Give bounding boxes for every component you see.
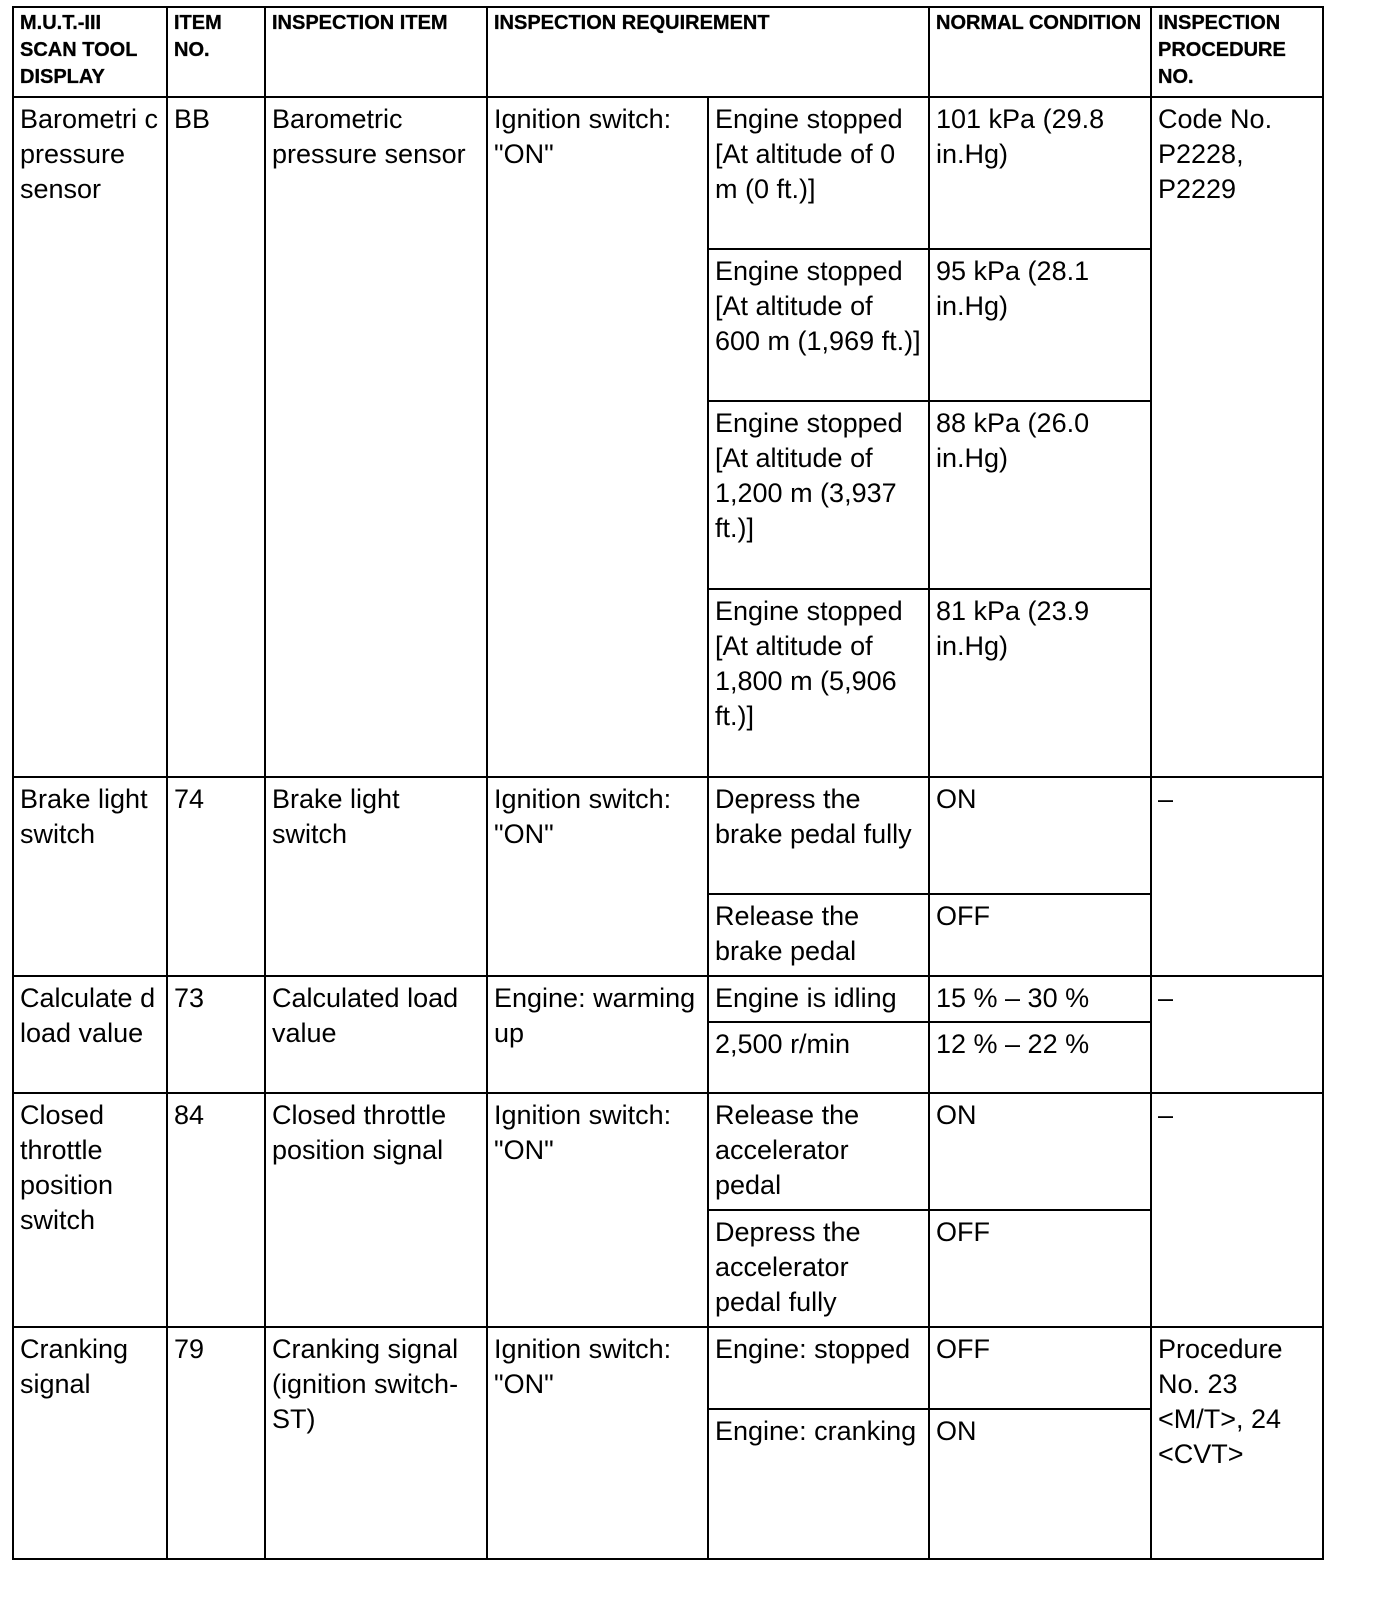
cell-item-no: BB	[167, 97, 265, 777]
cell-normal-condition: 88 kPa (26.0 in.Hg)	[929, 401, 1151, 589]
cell-requirement: Ignition switch: "ON"	[487, 1327, 708, 1559]
cell-normal-condition: ON	[929, 1409, 1151, 1559]
service-data-table	[12, 6, 1324, 1560]
inspection-table-sheet	[12, 6, 1324, 1560]
table-row	[13, 777, 1323, 894]
header-procedure-no: INSPECTION PROCEDURE NO.	[1151, 7, 1323, 97]
cell-normal-condition: 101 kPa (29.8 in.Hg)	[929, 97, 1151, 249]
header-inspection-item: INSPECTION ITEM	[265, 7, 487, 97]
cell-normal-condition: 95 kPa (28.1 in.Hg)	[929, 249, 1151, 401]
cell-normal-condition: 81 kPa (23.9 in.Hg)	[929, 589, 1151, 777]
table-row	[13, 1093, 1323, 1210]
cell-condition: Engine stopped [At altitude of 1,800 m (5,906 ft.)]	[708, 589, 929, 777]
cell-inspection-item: Calculated load value	[265, 976, 487, 1093]
cell-item-no: 79	[167, 1327, 265, 1559]
cell-normal-condition: OFF	[929, 1210, 1151, 1327]
cell-requirement: Ignition switch: "ON"	[487, 97, 708, 777]
cell-requirement: Engine: warming up	[487, 976, 708, 1093]
header-row	[13, 7, 1323, 97]
cell-condition: Engine stopped [At altitude of 600 m (1,969 ft.)]	[708, 249, 929, 401]
cell-condition: Depress the accelerator pedal fully	[708, 1210, 929, 1327]
cell-condition: Engine is idling	[708, 976, 929, 1022]
cell-normal-condition: ON	[929, 777, 1151, 894]
cell-procedure-no: –	[1151, 976, 1323, 1093]
cell-requirement: Ignition switch: "ON"	[487, 777, 708, 976]
cell-procedure-no: Procedure No. 23 <M/T>, 24 <CVT>	[1151, 1327, 1323, 1559]
cell-scan-tool-display: Cranking signal	[13, 1327, 167, 1559]
cell-condition: Release the accelerator pedal	[708, 1093, 929, 1210]
cell-inspection-item: Closed throttle position signal	[265, 1093, 487, 1327]
header-inspection-requirement: INSPECTION REQUIREMENT	[487, 7, 929, 97]
cell-requirement: Ignition switch: "ON"	[487, 1093, 708, 1327]
cell-scan-tool-display: Brake light switch	[13, 777, 167, 976]
cell-condition: Engine stopped [At altitude of 0 m (0 ft.)]	[708, 97, 929, 249]
cell-scan-tool-display: Closed throttle position switch	[13, 1093, 167, 1327]
cell-scan-tool-display: Barometri c pressure sensor	[13, 97, 167, 777]
cell-normal-condition: ON	[929, 1093, 1151, 1210]
cell-item-no: 73	[167, 976, 265, 1093]
cell-procedure-no: Code No. P2228, P2229	[1151, 97, 1323, 777]
cell-inspection-item: Brake light switch	[265, 777, 487, 976]
cell-item-no: 74	[167, 777, 265, 976]
cell-inspection-item: Barometric pressure sensor	[265, 97, 487, 777]
cell-inspection-item: Cranking signal (ignition switch-ST)	[265, 1327, 487, 1559]
header-scan-tool-display: M.U.T.-III SCAN TOOL DISPLAY	[13, 7, 167, 97]
cell-condition: Engine: cranking	[708, 1409, 929, 1559]
cell-normal-condition: 12 % – 22 %	[929, 1022, 1151, 1093]
cell-normal-condition: OFF	[929, 894, 1151, 976]
cell-condition: Release the brake pedal	[708, 894, 929, 976]
cell-procedure-no: –	[1151, 777, 1323, 976]
cell-normal-condition: OFF	[929, 1327, 1151, 1409]
cell-scan-tool-display: Calculate d load value	[13, 976, 167, 1093]
cell-normal-condition: 15 % – 30 %	[929, 976, 1151, 1022]
table-row	[13, 1327, 1323, 1409]
table-row	[13, 97, 1323, 249]
cell-item-no: 84	[167, 1093, 265, 1327]
header-item-no: ITEM NO.	[167, 7, 265, 97]
cell-procedure-no: –	[1151, 1093, 1323, 1327]
cell-condition: 2,500 r/min	[708, 1022, 929, 1093]
table-row	[13, 976, 1323, 1022]
cell-condition: Engine stopped [At altitude of 1,200 m (3,937 ft.)]	[708, 401, 929, 589]
header-normal-condition: NORMAL CONDITION	[929, 7, 1151, 97]
cell-condition: Engine: stopped	[708, 1327, 929, 1409]
cell-condition: Depress the brake pedal fully	[708, 777, 929, 894]
